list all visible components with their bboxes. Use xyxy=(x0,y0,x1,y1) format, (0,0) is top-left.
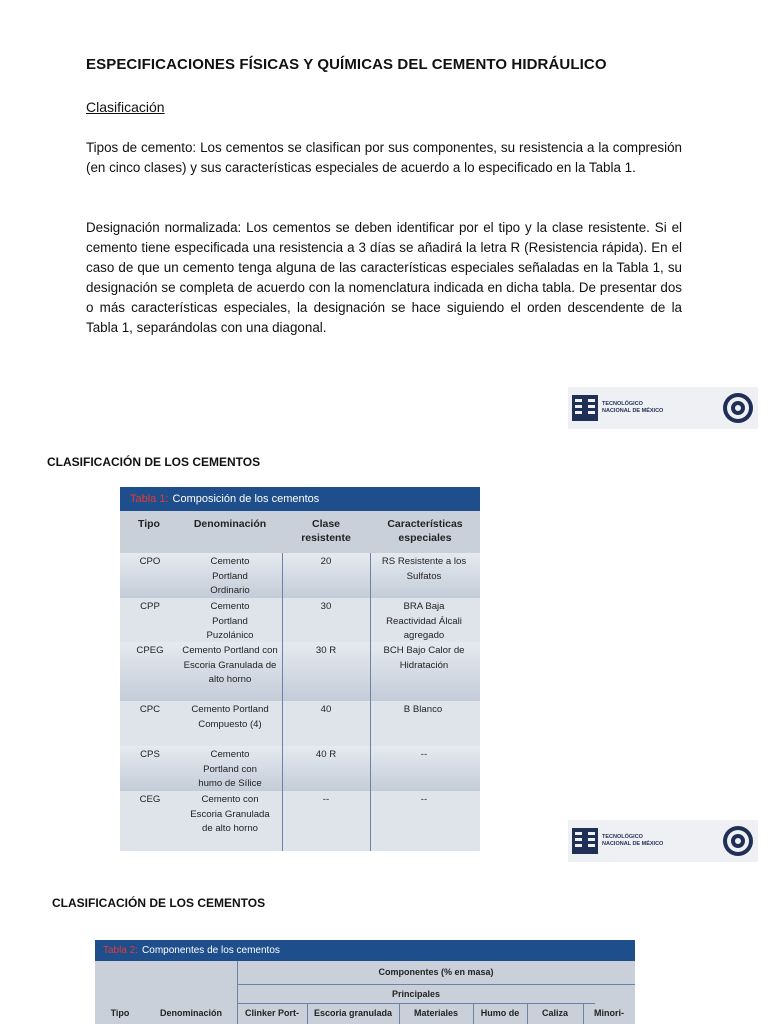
paragraph-tipos: Tipos de cemento: Los cementos se clasifican por sus componentes, su resistencia a la compresión (en cinco clases) y sus características especiales de acuerdo a lo especificado en la Tabla 1. xyxy=(86,140,682,175)
table-row: CPP Cemento Portland Puzolánico 30 BRA Baja Reactividad Álcali agregado xyxy=(120,598,480,643)
header-caliza: Caliza xyxy=(541,1008,568,1018)
tecnm-emblem-icon xyxy=(572,824,598,858)
header-tipo: Tipo xyxy=(110,1008,130,1018)
table-header xyxy=(120,511,480,555)
institution-logo-band xyxy=(568,387,758,429)
table-caption: Tabla 1: Composición de los cementos xyxy=(120,487,480,511)
table-componentes xyxy=(95,940,635,1024)
table-row: CPO Cemento Portland Ordinario 20 RS Resistente a los Sulfatos xyxy=(120,553,480,599)
section-heading: CLASIFICACIÓN DE LOS CEMENTOS xyxy=(52,896,266,910)
table-composicion xyxy=(120,487,480,851)
institution-seal-icon xyxy=(722,392,754,424)
paragraph-designacion: Designación normalizada: Los cementos se deben identificar por el tipo y la clase resistente. Si el cemento tiene especificada una resistencia a 3 días se añadirá la letra R (Resistencia rápida). En el caso de que un cemento tenga alguna de las características especiales señaladas en la Tabla 1, su designación se completa de acuerdo con la nomenclatura indicada en dicha tabla. De presentar dos o más características especiales, la designación se hace siguiendo el orden descendente de la Tabla 1, separándolas con una diagonal. xyxy=(86,220,682,335)
header-materiales: Materiales xyxy=(413,1008,459,1018)
header-caracteristicas: Características especiales xyxy=(387,518,463,544)
table-row: CPS Cemento Portland con humo de Sílice 40 R -- xyxy=(120,746,480,792)
table-row: CPC Cemento Portland Compuesto (4) 40 B Blanco xyxy=(120,701,480,747)
tecnm-emblem-icon xyxy=(572,391,598,425)
header-denominacion: Denominación xyxy=(159,1008,222,1018)
table-row: CPEG Cemento Portland con Escoria Granulada de alto horno 30 R BCH Bajo Calor de Hidratación xyxy=(120,642,480,702)
header-principales: Principales xyxy=(391,989,441,999)
header-humo: Humo de xyxy=(480,1008,520,1018)
header-minori: Minori- xyxy=(594,1008,624,1018)
subheading: Clasificación xyxy=(86,99,165,115)
table-caption: Tabla 2: Componentes de los cementos xyxy=(95,940,635,961)
document-title: ESPECIFICACIONES FÍSICAS Y QUÍMICAS DEL CEMENTO HIDRÁULICO xyxy=(86,56,607,73)
header-escoria: Escoria granulada xyxy=(313,1008,393,1018)
header-clinker: Clinker Port- xyxy=(244,1008,299,1018)
section-heading: CLASIFICACIÓN DE LOS CEMENTOS xyxy=(47,455,261,469)
table-row: CEG Cemento con Escoria Granulada de alto horno -- -- xyxy=(120,791,480,851)
header-tipo: Tipo xyxy=(138,518,160,530)
header-denominacion: Denominación xyxy=(193,518,267,530)
logo-text: TECNOLÓGICO NACIONAL DE MÉXICO xyxy=(602,834,664,847)
logo-text: TECNOLÓGICO NACIONAL DE MÉXICO xyxy=(602,401,664,414)
institution-seal-icon xyxy=(722,825,754,857)
header-componentes: Componentes (% en masa) xyxy=(378,967,494,977)
header-clase: Clase resistente xyxy=(301,518,351,544)
institution-logo-band xyxy=(568,820,758,862)
